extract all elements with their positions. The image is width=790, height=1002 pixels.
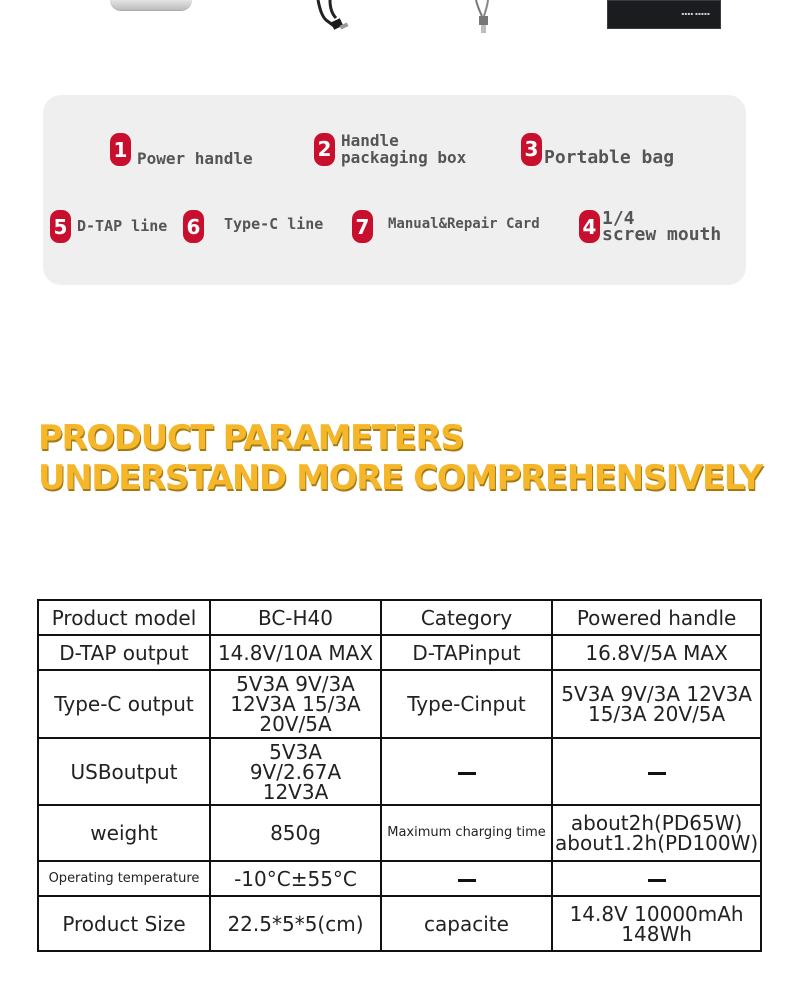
table-cell [381,805,552,861]
cell-text: 850g [270,821,321,845]
cell-text: 12V3A [262,779,329,804]
table-cell [210,600,381,635]
table-cell [381,635,552,670]
cell-text: 15/3A 20V/5A [587,702,726,726]
table-cell [552,738,761,805]
dash-mark [458,879,476,882]
table-cell [552,670,761,738]
table-cell [552,600,761,635]
cell-text: about2h(PD65W) [570,811,743,835]
cell-text: Product Size [62,911,186,936]
packaging-box-image: ▪▪▪▪ ▪▪▪▪▪ [607,0,721,29]
cell-text: USBoutput [70,759,178,784]
cell-text: BC-H40 [257,605,334,630]
power-handle-image [110,0,192,11]
cell-text: Product model [51,605,197,630]
accessory-label: Portable bag [544,147,675,168]
section-headline [38,418,762,498]
accessory-item-dtap-line [50,210,167,243]
table-cell [210,738,381,805]
accessory-label: 1/4 screw mouth [602,207,722,245]
number-badge: 7 [352,210,373,243]
table-cell [210,635,381,670]
table-cell [381,738,552,805]
table-cell [381,670,552,738]
dtap-cable-image [312,0,352,34]
table-row [38,635,761,670]
cell-text: 22.5*5*5(cm) [227,911,364,936]
table-row [38,600,761,635]
accessory-item-portable-bag [521,132,674,166]
number-badge: 1 [110,133,131,166]
product-photo-strip [0,0,790,40]
accessories-panel [43,95,746,285]
headline-line-1: PRODUCT PARAMETERS [38,418,464,458]
table-cell [381,896,552,951]
headline-line-2: UNDERSTAND MORE COMPREHENSIVELY [38,458,762,498]
cell-text: weight [90,821,158,845]
cell-text: 5V3A [269,739,322,764]
number-badge: 6 [183,210,204,243]
accessory-label: Power handle [137,149,253,168]
dash-mark [648,772,666,775]
table-cell [38,600,210,635]
cell-text: 14.8V 10000mAh [569,901,744,926]
cell-text: Maximum charging time [387,825,546,840]
accessory-label: Handle packaging box [341,131,467,167]
number-badge: 2 [314,133,335,166]
cell-text: 5V3A 9V/3A [236,672,355,696]
product-parameters-table [37,599,762,952]
cell-text: -10°C±55°C [234,866,357,891]
cell-text: 12V3A 15/3A [230,692,361,716]
cell-text: Type-Cinput [407,692,526,716]
table-row [38,896,761,951]
table-cell [552,635,761,670]
table-cell [38,738,210,805]
table-cell [38,670,210,738]
cell-text: Operating temperature [48,870,200,886]
table-cell [210,896,381,951]
table-cell [38,805,210,861]
table-row [38,805,761,861]
cell-text: capacite [424,911,509,936]
typec-cable-image [470,0,500,34]
cell-text: 14.8V/10A MAX [217,640,374,665]
number-badge: 5 [50,210,71,243]
table-cell [38,896,210,951]
accessory-item-manual-card [352,210,540,243]
accessory-label: D-TAP line [77,217,168,235]
table-cell [552,805,761,861]
accessory-item-screw-mouth [579,207,722,245]
number-badge: 3 [521,133,542,166]
table-row [38,738,761,805]
table-row [38,861,761,896]
accessory-item-packaging-box [314,132,466,166]
cell-text: 9V/2.67A [249,759,342,784]
cell-text: 16.8V/5A MAX [585,640,728,665]
dash-mark [648,879,666,882]
table-cell [552,896,761,951]
accessory-label: Manual&Repair Card [388,216,540,232]
cell-text: about1.2h(PD100W) [555,831,759,855]
cell-text: 5V3A 9V/3A 12V3A [561,682,752,706]
accessory-label: Type-C line [224,215,324,233]
cell-text: Category [420,605,513,630]
cell-text: 148Wh [621,921,692,946]
cell-text: Powered handle [576,605,737,630]
table-cell [210,805,381,861]
accessory-item-typec-line [183,210,323,243]
accessory-item-power-handle [110,132,253,167]
table-cell [38,635,210,670]
cell-text: 20V/5A [259,712,332,736]
dash-mark [458,772,476,775]
cell-text: D-TAP output [59,640,189,665]
cell-text: D-TAPinput [412,640,521,665]
table-cell [38,861,210,896]
number-badge: 4 [579,210,600,243]
table-cell [381,861,552,896]
cell-text: Type-C output [54,692,194,716]
table-cell [381,600,552,635]
table-cell [210,670,381,738]
table-cell [552,861,761,896]
table-cell [210,861,381,896]
table-row [38,670,761,738]
